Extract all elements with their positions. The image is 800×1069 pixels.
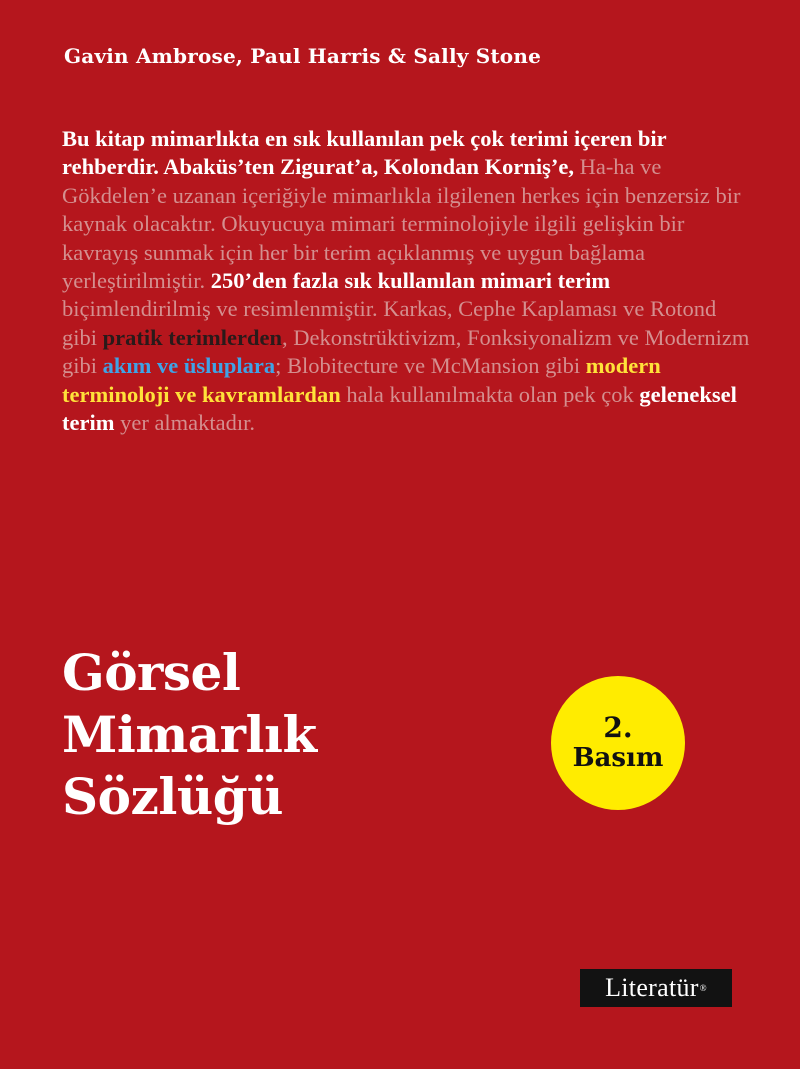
blurb-highlight-traditional: geleneksel terim [62,381,737,436]
blurb-text: , Dekonstrüktivizm, Fonksiyonalizm ve Modernizm gibi [62,324,750,379]
edition-badge [551,676,685,810]
blurb-highlight-modern: modern terminoloji ve kavramlardan [62,353,661,407]
blurb-text: Ha-ha ve Gökdelen’e uzanan içeriğiyle mimarlıkla ilgilenen herkes için benzersiz bir kaynak olacaktır. Okuyucuya mimari terminolojiyle ilgili gelişkin bir kavrayış sunmak için her bir terim açıklanmış ve uygun bağlama yerleştirilmiştir. [62,154,741,294]
cover-blurb [62,125,752,437]
edition-label: Basım [572,743,664,773]
blurb-text: ; Blobitecture ve McMansion gibi [275,353,586,379]
blurb-highlight-term-count: 250’den fazla sık kullanılan mimari terim [210,268,611,294]
registered-mark-icon: ® [699,983,707,993]
publisher-logo [580,969,732,1007]
blurb-highlight-styles: akım ve üsluplara [102,353,276,379]
blurb-intro: Bu kitap mimarlıkta en sık kullanılan pek çok terimi içeren bir rehberdir. Abaküs’ten Zigurat’a, Kolondan Korniş’e, [62,126,667,180]
book-title [62,642,317,828]
title-line-1: Görsel [62,643,241,702]
edition-number: 2. [603,711,633,744]
blurb-text: yer almaktadır. [114,410,256,436]
blurb-text: biçimlendirilmiş ve resimlenmiştir. Karkas, Cephe Kaplaması ve Rotond gibi [62,296,717,350]
blurb-highlight-practical: pratik terimlerden [102,324,282,350]
author-names: Gavin Ambrose, Paul Harris & Sally Stone [64,44,542,68]
blurb-text: hala kullanılmakta olan pek çok [340,381,640,407]
publisher-name: Literatür [605,973,699,1002]
title-line-3: Sözlüğü [62,767,284,826]
title-line-2: Mimarlık [62,705,317,764]
